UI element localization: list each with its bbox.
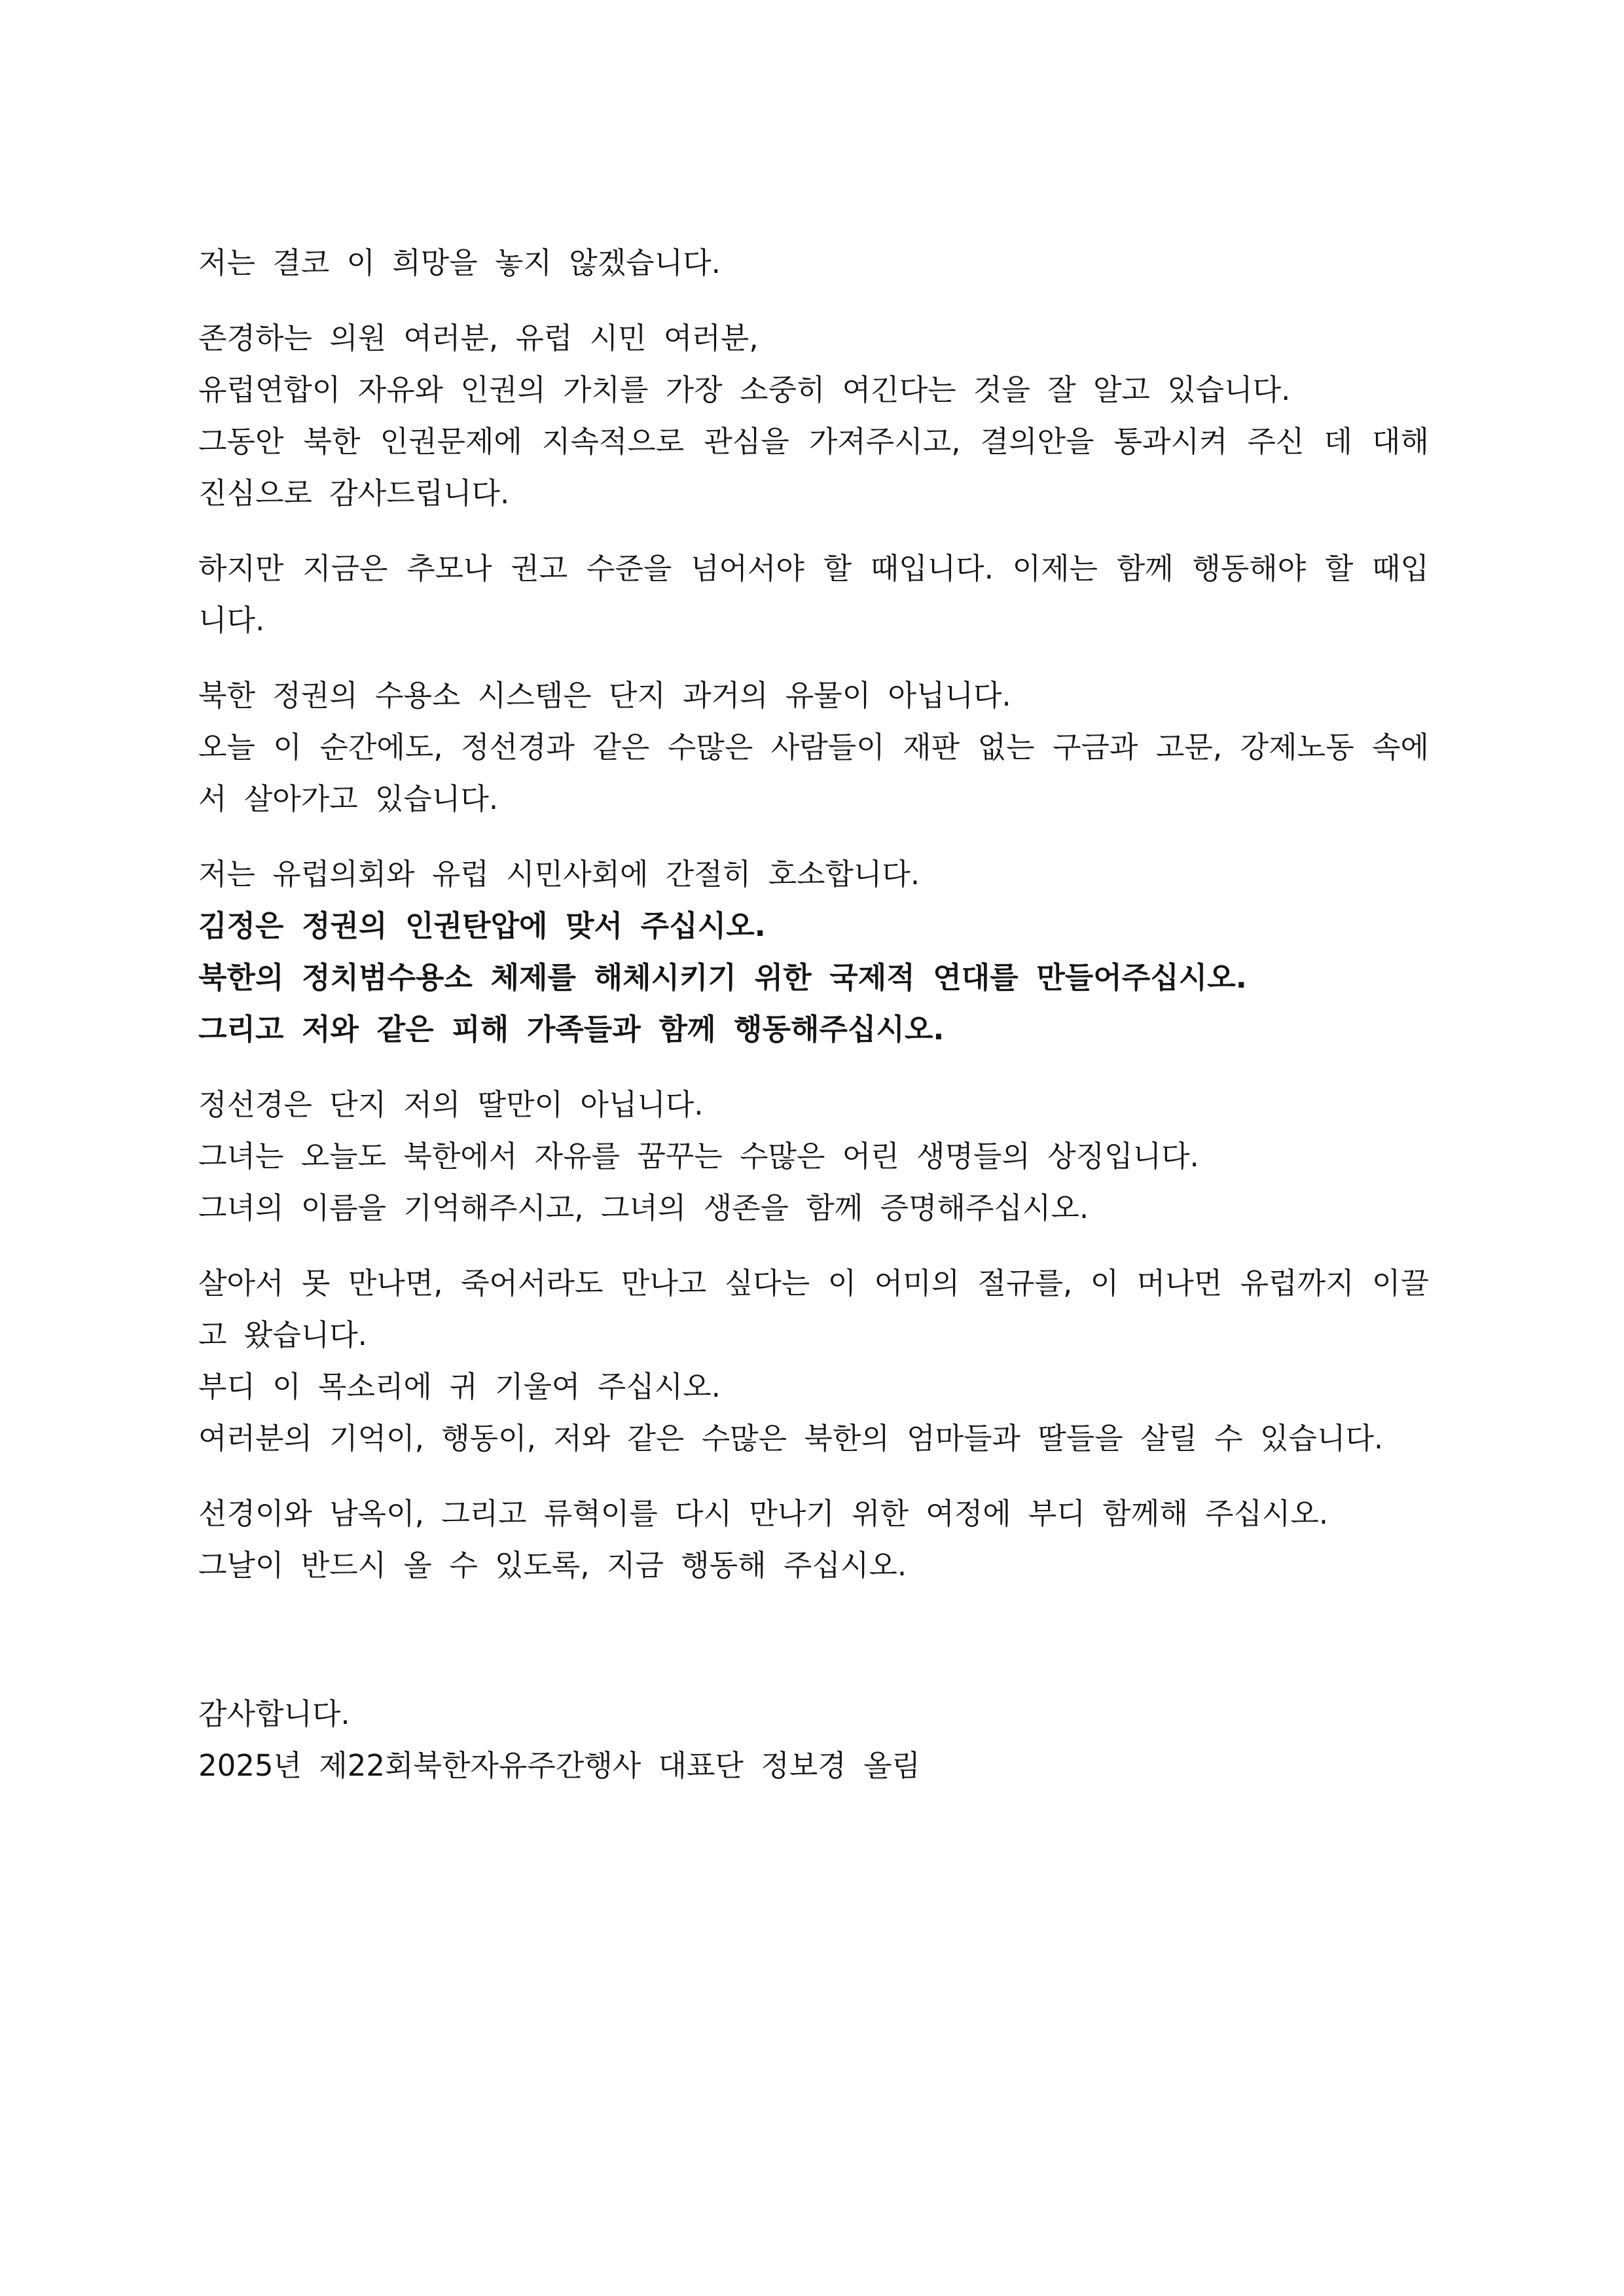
spacer — [198, 1615, 1429, 1688]
paragraph-camps — [198, 670, 1429, 825]
text-line: 북한 정권의 수용소 시스템은 단지 과거의 유물이 아닙니다. — [198, 678, 1011, 713]
text-line: 하지만 지금은 추모나 권고 수준을 넘어서야 할 때입니다. 이제는 함께 행동해야 할 때입니다. — [198, 551, 1429, 637]
text-line: 선경이와 남옥이, 그리고 류혁이를 다시 만나기 위한 여정에 부디 함께해 주십시오. — [198, 1496, 1329, 1531]
text-line: 정선경은 단지 저의 딸만이 아닙니다. — [198, 1087, 704, 1122]
bold-appeal-line: 김정은 정권의 인권탄압에 맞서 주십시오. — [198, 908, 766, 943]
text-line: 오늘 이 순간에도, 정선경과 같은 수많은 사람들이 재판 없는 구금과 고문, 강제노동 속에서 살아가고 있습니다. — [198, 730, 1429, 816]
text-line: 존경하는 의원 여러분, 유럽 시민 여러분, — [198, 321, 759, 355]
text-line: 그녀는 오늘도 북한에서 자유를 꿈꾸는 수많은 어린 생명들의 상징입니다. — [198, 1139, 1199, 1174]
signature: 2025년 제22회북한자유주간행사 대표단 정보경 올림 — [198, 1748, 920, 1783]
text-line: 그날이 반드시 올 수 있도록, 지금 행동해 주십시오. — [198, 1548, 907, 1583]
text-line: 여러분의 기억이, 행동이, 저와 같은 수많은 북한의 엄마들과 딸들을 살릴 수 있습니다. — [198, 1421, 1384, 1456]
paragraph-reunion — [198, 1488, 1429, 1591]
text-line: 그녀의 이름을 기억해주시고, 그녀의 생존을 함께 증명해주십시오. — [198, 1191, 1089, 1225]
letter-body — [198, 237, 1429, 1815]
paragraph-daughter — [198, 1079, 1429, 1234]
text-line: 유럽연합이 자유와 인권의 가치를 가장 소중히 여긴다는 것을 잘 알고 있습니다. — [198, 372, 1291, 407]
text-line: 저는 결코 이 희망을 놓지 않겠습니다. — [198, 245, 721, 280]
bold-appeal-line: 북한의 정치범수용소 체제를 해체시키기 위한 국제적 연대를 만들어주십시오. — [198, 960, 1247, 995]
text-line: 부디 이 목소리에 귀 기울여 주십시오. — [198, 1369, 721, 1404]
text-line: 살아서 못 만나면, 죽어서라도 만나고 싶다는 이 어미의 절규를, 이 머나먼 유럽까지 이끌고 왔습니다. — [198, 1266, 1429, 1352]
text-line: 그동안 북한 인권문제에 지속적으로 관심을 가져주시고, 결의안을 통과시켜 주신 데 대해 진심으로 감사드립니다. — [198, 424, 1429, 511]
paragraph-action — [198, 543, 1429, 646]
paragraph-appeal — [198, 848, 1429, 1055]
paragraph-hope — [198, 237, 1429, 289]
paragraph-greeting — [198, 312, 1429, 519]
paragraph-mother-cry — [198, 1257, 1429, 1464]
text-line: 저는 유럽의회와 유럽 시민사회에 간절히 호소합니다. — [198, 857, 920, 891]
closing-thanks: 감사합니다. — [198, 1696, 350, 1731]
closing-block — [198, 1688, 1429, 1791]
bold-appeal-line: 그리고 저와 같은 피해 가족들과 함께 행동해주십시오. — [198, 1012, 945, 1047]
